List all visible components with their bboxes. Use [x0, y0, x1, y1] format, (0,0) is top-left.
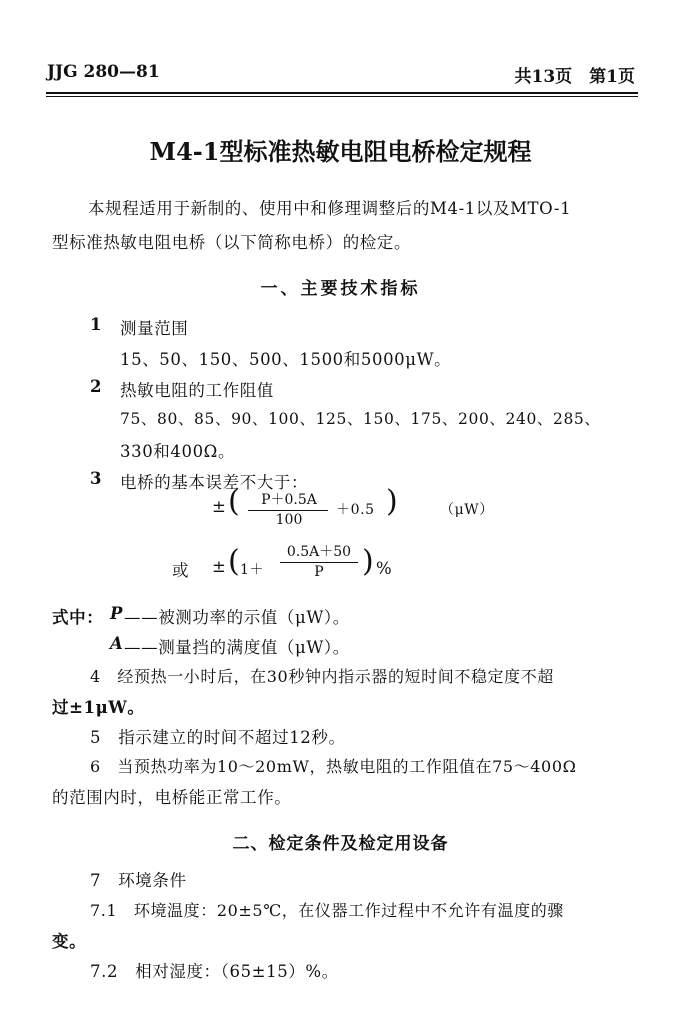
formula-2-open-paren: ( [228, 544, 240, 579]
page-count: 共13页 第1页 [514, 67, 635, 87]
item-7-1-line-2: 变。 [52, 932, 87, 951]
item-6-line-2: 的范围内时，电桥能正常工作。 [52, 788, 292, 807]
item-7-1-line-1: 7.1 环境温度：20±5℃，在仪器工作过程中不允许有温度的骤 [90, 901, 564, 920]
intro-line-2: 型标准热敏电阻电桥（以下简称电桥）的检定。 [52, 233, 412, 252]
formula-2-one: 1＋ [240, 562, 265, 578]
formula-1-plusminus: ± [212, 497, 227, 516]
where-a-symbol: A [110, 634, 124, 653]
formula-2-denominator: P [314, 564, 324, 580]
document-title: M4-1型标准热敏电阻电桥检定规程 [149, 137, 532, 166]
formula-2-close-paren: ) [362, 544, 374, 579]
item-4-line-2: 过±1μW。 [52, 698, 145, 717]
item-2-value-line-2: 330和400Ω。 [120, 442, 236, 461]
formula-2-numerator: 0.5A＋50 [286, 544, 352, 560]
where-p-text: ——被测功率的示值（μW）。 [124, 608, 350, 627]
item-3-number: 3 [90, 469, 103, 488]
item-7: 7 环境条件 [90, 871, 187, 890]
formula-2-percent: % [376, 559, 393, 578]
item-6-line-1: 6 当预热功率为10～20mW，热敏电阻的工作阻值在75～400Ω [90, 757, 577, 776]
where-p-symbol: P [110, 604, 124, 623]
header-rule-top [46, 92, 638, 94]
item-1-value: 15、50、150、500、1500和5000μW。 [120, 350, 452, 369]
item-1-label: 测量范围 [120, 319, 189, 338]
item-2-value-line-1: 75、80、85、90、100、125、150、175、200、240、285、 [120, 410, 601, 428]
formula-1-unit: （μW） [440, 502, 494, 518]
item-5: 5 指示建立的时间不超过12秒。 [90, 728, 346, 747]
item-2-number: 2 [90, 377, 103, 396]
section-1-title: 一、主要技术指标 [260, 279, 421, 299]
where-label: 式中： [52, 608, 104, 627]
document-code: JJG 280—81 [47, 62, 160, 82]
item-4-line-1: 4 经预热一小时后，在30秒钟内指示器的短时间不稳定度不超 [90, 667, 554, 686]
intro-line-1: 本规程适用于新制的、使用中和修理调整后的M4-1以及MTO-1 [88, 199, 572, 218]
formula-1-close-paren: ) [386, 484, 398, 519]
section-2-title: 二、检定条件及检定用设备 [232, 834, 449, 854]
formula-1-fraction-bar [248, 510, 328, 511]
formula-2-or: 或 [172, 561, 190, 580]
formula-1-numerator: P＋0.5A [261, 492, 317, 508]
formula-2-fraction-bar [280, 562, 358, 563]
formula-1-open-paren: ( [228, 484, 240, 519]
formula-2-plusminus: ± [212, 557, 227, 576]
header-rule-bottom [46, 96, 638, 97]
item-7-2: 7.2 相对湿度：（65±15）%。 [90, 962, 339, 981]
item-3-label: 电桥的基本误差不大于： [120, 473, 309, 492]
formula-1-tail: ＋0.5 [336, 502, 375, 518]
item-2-label: 热敏电阻的工作阻值 [120, 381, 274, 400]
where-a-text: ——测量挡的满度值（μW）。 [124, 638, 350, 657]
item-1-number: 1 [90, 315, 103, 334]
formula-1-denominator: 100 [275, 512, 303, 528]
